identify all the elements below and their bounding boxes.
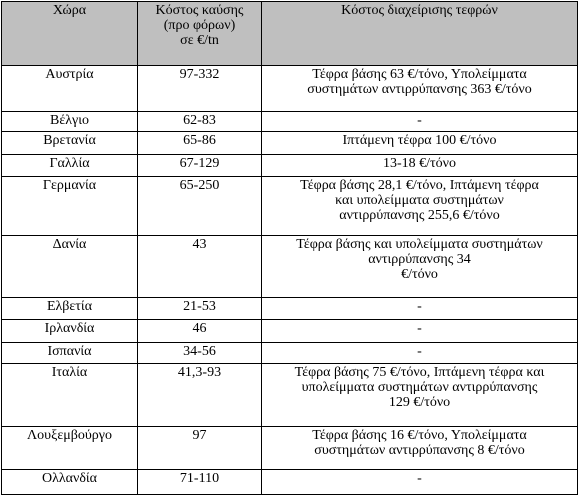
ash-line: €/τόνο	[401, 266, 438, 282]
country-cell	[2, 176, 138, 235]
table-row	[2, 426, 578, 470]
country-name: Γερμανία	[42, 177, 97, 193]
table-row	[2, 470, 578, 495]
ash-line: και υπολείμματα συστημάτων	[335, 192, 504, 208]
country-name: Ολλανδία	[41, 471, 98, 487]
cost-cell	[138, 176, 262, 235]
cost-value: 46	[192, 320, 207, 336]
header-incineration-cost	[138, 2, 262, 66]
cost-cell	[138, 132, 262, 155]
country-name: Βέλγιο	[50, 112, 89, 128]
country-name: Αυστρία	[45, 67, 94, 82]
header-ash-cost	[262, 2, 578, 66]
header-cost-line-3: σε €/tn	[180, 33, 219, 48]
cost-value: 34-56	[183, 343, 216, 359]
country-cell	[2, 66, 138, 112]
table-row	[2, 319, 578, 342]
ash-line: αντιρρύπανσης 34	[368, 251, 471, 267]
header-ash-line: Κόστος διαχείρισης τεφρών	[341, 3, 498, 18]
country-cell	[2, 155, 138, 177]
cost-value: 97	[192, 427, 207, 443]
table-row	[2, 342, 578, 364]
table-row	[2, 364, 578, 426]
table-row	[2, 235, 578, 297]
country-name: Δανία	[52, 236, 87, 252]
cost-value: 43	[192, 236, 207, 252]
country-name: Ισπανία	[47, 343, 92, 359]
ash-line: συστημάτων αντιρρύπανσης 8 €/τόνο	[314, 442, 525, 458]
header-cost-line-1: Κόστος καύσης	[155, 3, 244, 18]
header-row	[2, 2, 578, 66]
ash-cell	[262, 298, 578, 320]
ash-line: υπολείμματα συστημάτων αντιρρύπανσης	[301, 380, 538, 396]
table-row	[2, 176, 578, 235]
cost-value: 21-53	[183, 299, 216, 315]
cost-cell	[138, 111, 262, 132]
ash-cell	[262, 176, 578, 235]
cost-value: 97-332	[179, 67, 220, 82]
ash-line: Τέφρα βάσης 28,1 €/τόνο, Ιπτάμενη τέφρα	[300, 177, 539, 193]
country-cell	[2, 298, 138, 320]
ash-line: -	[417, 112, 422, 128]
header-country	[2, 2, 138, 66]
cost-cell	[138, 426, 262, 470]
ash-line: -	[417, 299, 422, 315]
ash-cell	[262, 319, 578, 342]
country-cell	[2, 426, 138, 470]
cost-cell	[138, 235, 262, 297]
table-row	[2, 155, 578, 177]
cost-cell	[138, 470, 262, 495]
ash-line: -	[417, 343, 422, 359]
cost-cell	[138, 364, 262, 426]
country-name: Ελβετία	[46, 299, 93, 315]
ash-cell	[262, 132, 578, 155]
ash-line: -	[417, 320, 422, 336]
cost-value: 62-83	[183, 112, 216, 128]
cost-cell	[138, 342, 262, 364]
cost-cell	[138, 298, 262, 320]
ash-line: -	[417, 471, 422, 487]
table-row	[2, 132, 578, 155]
country-cell	[2, 132, 138, 155]
ash-cell	[262, 342, 578, 364]
ash-line: 129 €/τόνο	[388, 395, 451, 411]
cost-value: 65-86	[183, 133, 216, 149]
ash-line: Τέφρα βάσης 75 €/τόνο, Ιπτάμενη τέφρα και	[294, 365, 545, 381]
country-name: Βρετανία	[43, 133, 96, 149]
cost-value: 65-250	[179, 177, 220, 193]
country-cell	[2, 235, 138, 297]
country-cell	[2, 342, 138, 364]
table-row	[2, 66, 578, 112]
ash-cell	[262, 364, 578, 426]
country-name: Ιταλία	[51, 365, 88, 381]
ash-line: Τέφρα βάσης και υπολείμματα συστημάτων	[296, 236, 543, 252]
cost-value: 67-129	[179, 156, 220, 172]
country-cell	[2, 111, 138, 132]
cost-cell	[138, 155, 262, 177]
ash-cell	[262, 426, 578, 470]
ash-line: συστημάτων αντιρρύπανσης 363 €/τόνο	[307, 82, 532, 97]
country-cell	[2, 470, 138, 495]
ash-cell	[262, 66, 578, 112]
country-name: Λουξεμβούργο	[27, 427, 112, 443]
header-cost-line-2: (προ φόρων)	[163, 18, 236, 33]
ash-line: Τέφρα βάσης 16 €/τόνο, Υπολείμματα	[312, 427, 527, 443]
header-country-line: Χώρα	[52, 3, 87, 18]
cost-cell	[138, 66, 262, 112]
country-name: Γαλλία	[49, 156, 90, 172]
ash-cell	[262, 470, 578, 495]
cost-table	[1, 1, 578, 495]
table-row	[2, 111, 578, 132]
ash-cell	[262, 155, 578, 177]
country-name: Ιρλανδία	[44, 320, 95, 336]
table-row	[2, 298, 578, 320]
cost-cell	[138, 319, 262, 342]
ash-cell	[262, 235, 578, 297]
cost-value: 71-110	[179, 471, 220, 487]
ash-line: Ιπτάμενη τέφρα 100 €/τόνο	[342, 133, 497, 149]
ash-line: αντιρρύπανσης 255,6 €/τόνο	[339, 207, 500, 223]
country-cell	[2, 319, 138, 342]
cost-value: 41,3-93	[177, 365, 222, 381]
ash-line: Τέφρα βάσης 63 €/τόνο, Υπολείμματα	[312, 67, 527, 82]
country-cell	[2, 364, 138, 426]
ash-cell	[262, 111, 578, 132]
ash-line: 13-18 €/τόνο	[382, 156, 456, 172]
